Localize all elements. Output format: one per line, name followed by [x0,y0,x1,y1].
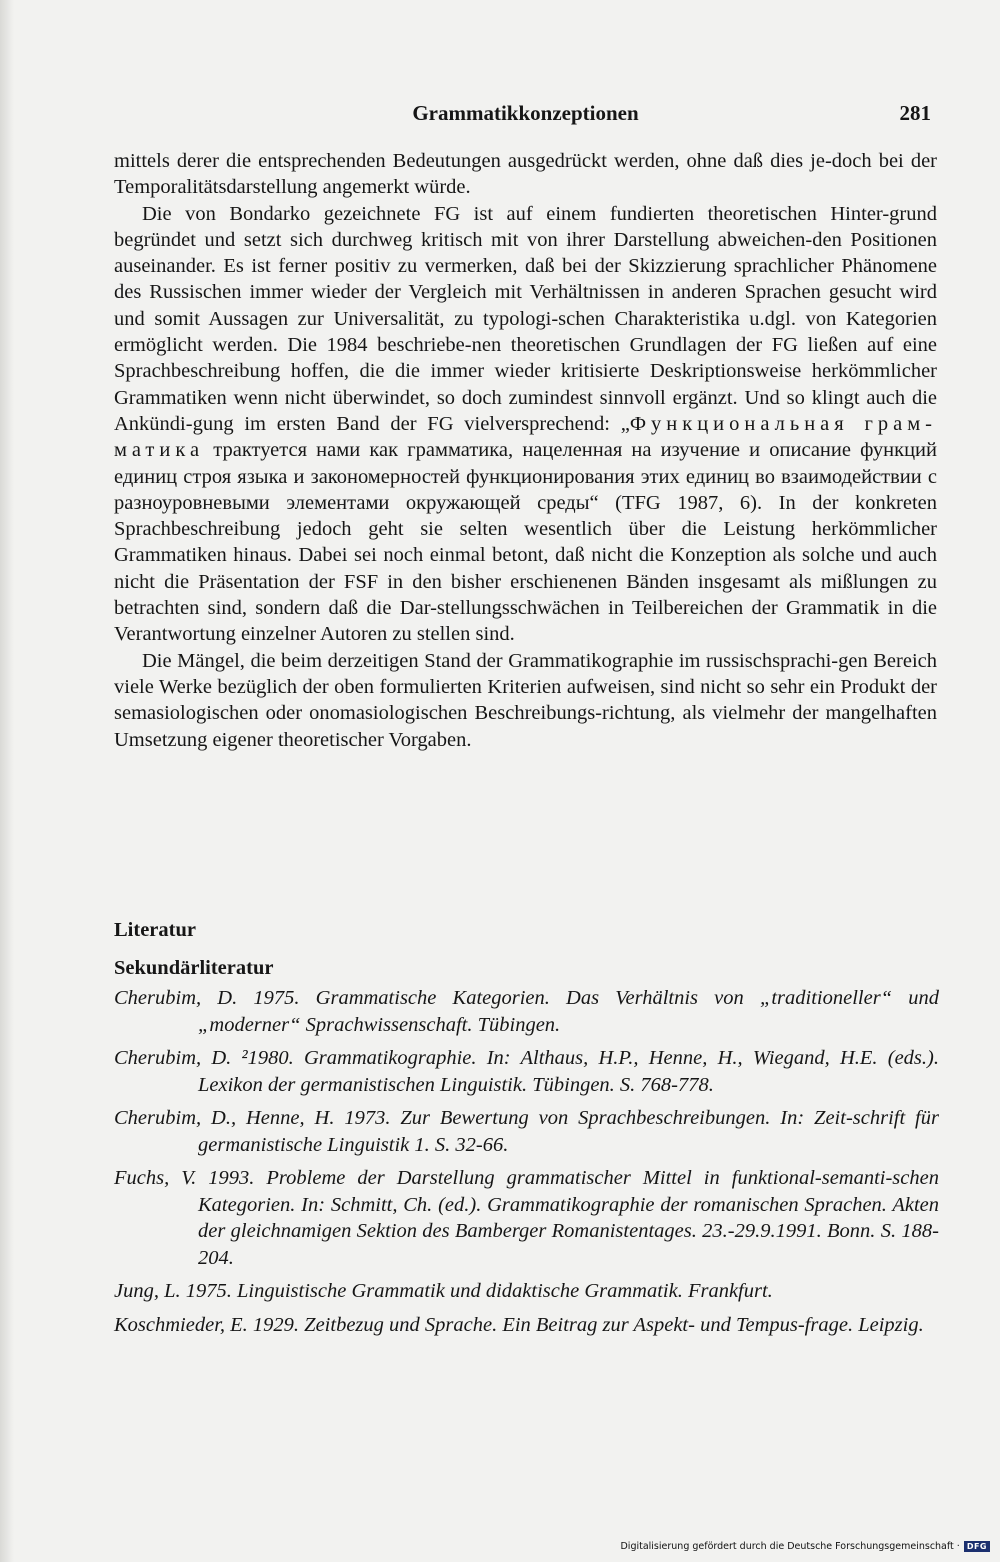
russian-quote-text: трактуется нами как грамматика, нацеленная на изучение и описание функций единиц строя языка и закономерностей функционирования этих единиц во взаимодействии с разноуровневыми элементами окружающей среды“ (TFG 1987, 6). In der konkreten Sprachbeschreibung jedoch geht sie selten wesentlich über die Leistung herkömmlicher Grammatiken hinaus. Dabei sei noch einmal betont, daß nicht die Konzeption als solche und auch nicht die Präsentation der FSF in den bisher erschienenen Bänden insgesamt als mißlungen zu betrachten sind, sondern daß die Dar-stellungsschwächen in Teilbereichen der Grammatik in die Verantwortung einzelner Autoren zu stellen sind. [114,439,937,646]
paragraph-2-text: Die von Bondarko gezeichnete FG ist auf einem fundierten theoretischen Hinter-grund begründet und setzt sich durchweg kritisch mit von ihrer Darstellung abweichen-den Positionen auseinander. Es ist ferner positiv zu vermerken, daß bei der Skizzierung sprachlicher Phänomene des Russischen immer wieder der Vergleich mit Verhältnissen in anderen Sprachen gesucht wird und somit Aussagen zur Universalität, zu typologi-schen Charakteristika u.dgl. von Kategorien ermöglicht werden. Die 1984 beschriebe-nen theoretischen Grundlagen der FG ließen auf eine Sprachbeschreibung hoffen, die die immer wieder kritisierte Deskriptionsweise herkömmlicher Grammatiken wenn nicht überwindet, so doch zumindest sinnvoll ergänzt. Und so klingt auch die Ankündi-gung im ersten Band der FG vielversprechend: „ [114,202,937,435]
russian-spaced-term: Функциональная грам-матика [114,412,938,462]
page-edge-shadow [0,0,14,1562]
paragraph-3: Die Mängel, die beim derzeitigen Stand der Grammatikographie im russischsprachi-gen Bereich viele Werke bezüglich der oben formulierten Kriterien aufweisen, sind nicht so sehr ein Produkt der semasiologischen oder onomasiologischen Beschreibungs-richtung, als vielmehr der mangelhaften Umsetzung eigener theoretischer Vorgaben. [114,649,937,751]
footer-text: Digitalisierung gefördert durch die Deutsche Forschungsgemeinschaft · [620,1541,960,1552]
secondary-literature-heading: Sekundärliteratur [114,957,274,979]
reference-item: Fuchs, V. 1993. Probleme der Darstellung grammatischer Mittel in funktional-semanti-schen Kategorien. In: Schmitt, Ch. (ed.). Grammatikographie der romanischen Sprachen. Akten der gleichnamigen Sektion des Bamberger Romanistentages. 23.-29.9.1991. Bonn. S. 188-204. [114,1167,939,1269]
reference-item: Cherubim, D. 1975. Grammatische Kategorien. Das Verhältnis von „traditioneller“ und „moderner“ Sprachwissenschaft. Tübingen. [114,987,939,1036]
dfg-logo-icon: DFG [964,1541,990,1552]
body-text [114,148,937,753]
reference-item: Jung, L. 1975. Linguistische Grammatik und didaktische Grammatik. Frankfurt. [114,1280,773,1302]
running-title: Grammatikkonzeptionen [412,101,639,125]
paragraph-2 [114,201,937,648]
digitization-footer [620,1541,990,1552]
reference-item: Koschmieder, E. 1929. Zeitbezug und Sprache. Ein Beitrag zur Aspekt- und Tempus-frage. Leipzig. [114,1313,924,1336]
reference-item: Cherubim, D. ²1980. Grammatikographie. In: Althaus, H.P., Henne, H., Wiegand, H.E. (eds.). Lexikon der germanistischen Linguistik. Tübingen. S. 768-778. [114,1047,939,1096]
paragraph-1: mittels derer die entsprechenden Bedeutungen ausgedrückt werden, ohne daß dies je-doch bei der Temporalitätsdarstellung angemerkt würde. [114,150,937,199]
page-number: 281 [899,101,931,125]
literature-heading: Literatur [114,919,196,941]
literature-section [114,917,937,981]
reference-item: Cherubim, D., Henne, H. 1973. Zur Bewertung von Sprachbeschreibungen. In: Zeit-schrift für germanistische Linguistik 1. S. 32-66. [114,1107,939,1156]
running-head [114,96,937,130]
reference-list [114,985,939,1345]
